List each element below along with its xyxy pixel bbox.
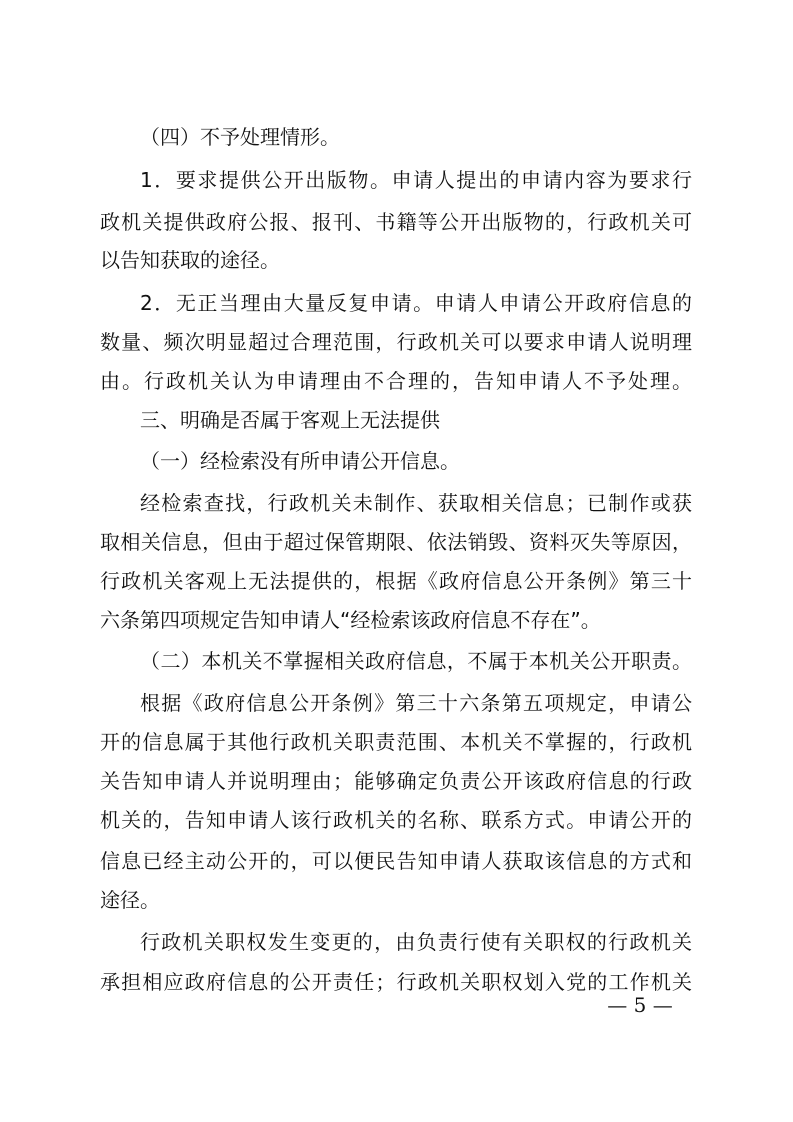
paragraph-line: 六条第四项规定告知申请人“经检索该政府信息不存在”。 bbox=[100, 608, 601, 632]
section-heading: （一）经检索没有所申请公开信息。 bbox=[140, 449, 460, 473]
section-heading: （四）不予处理情形。 bbox=[140, 125, 340, 149]
paragraph-line: 开的信息属于其他行政机关职责范围、本机关不掌握的，行政机 bbox=[100, 730, 692, 754]
paragraph-line: 途径。 bbox=[100, 888, 160, 912]
paragraph-line: 政机关提供政府公报、报刊、书籍等公开出版物的，行政机关可 bbox=[100, 210, 692, 234]
paragraph-line: 经检索查找，行政机关未制作、获取相关信息；已制作或获 bbox=[140, 491, 692, 515]
paragraph-line: 承担相应政府信息的公开责任；行政机关职权划入党的工作机关 bbox=[100, 970, 692, 994]
page-number: — 5 — bbox=[607, 993, 673, 1017]
paragraph-line: 关告知申请人并说明理由；能够确定负责公开该政府信息的行政 bbox=[100, 769, 692, 793]
paragraph-line: 根据《政府信息公开条例》第三十六条第五项规定，申请公 bbox=[140, 691, 692, 715]
paragraph-line: 信息已经主动公开的，可以便民告知申请人获取该信息的方式和 bbox=[100, 849, 692, 873]
paragraph-line: 以告知获取的途径。 bbox=[100, 248, 280, 272]
paragraph-line: 2．无正当理由大量反复申请。申请人申请公开政府信息的 bbox=[140, 291, 692, 315]
paragraph-line: 机关的，告知申请人该行政机关的名称、联系方式。申请公开的 bbox=[100, 808, 692, 832]
section-heading: 三、明确是否属于客观上无法提供 bbox=[140, 408, 440, 432]
paragraph-line: 数量、频次明显超过合理范围，行政机关可以要求申请人说明理 bbox=[100, 330, 692, 354]
paragraph-line: 行政机关职权发生变更的，由负责行使有关职权的行政机关 bbox=[140, 930, 692, 954]
paragraph-line: 由。行政机关认为申请理由不合理的，告知申请人不予处理。 bbox=[100, 369, 692, 393]
section-heading: （二）本机关不掌握相关政府信息，不属于本机关公开职责。 bbox=[140, 649, 692, 673]
paragraph-line: 行政机关客观上无法提供的，根据《政府信息公开条例》第三十 bbox=[100, 569, 692, 593]
paragraph-line: 1．要求提供公开出版物。申请人提出的申请内容为要求行 bbox=[140, 168, 692, 192]
paragraph-line: 取相关信息，但由于超过保管期限、依法销毁、资料灭失等原因， bbox=[100, 530, 692, 554]
